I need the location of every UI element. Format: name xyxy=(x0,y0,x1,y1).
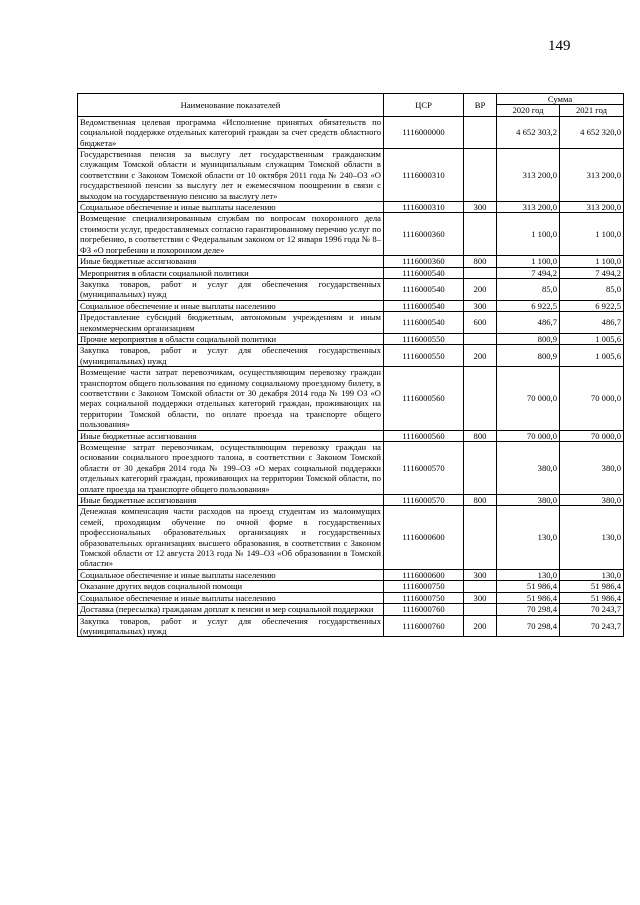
row-csr-cell: 1116000760 xyxy=(384,604,464,615)
table-row xyxy=(78,213,624,256)
row-vr-cell xyxy=(464,149,497,202)
row-sum-2021-cell: 1 100,0 xyxy=(560,256,624,267)
row-vr-cell: 200 xyxy=(464,615,497,637)
table-row xyxy=(78,604,624,615)
row-sum-2021-cell: 70 000,0 xyxy=(560,430,624,441)
row-name-cell: Иные бюджетные ассигнования xyxy=(78,256,384,267)
row-name-cell: Государственная пенсия за выслугу лет государственным гражданским служащим Томской области и муниципальным служащим Томской области в соответствии с Законом Томской области от 10 октября 2011 года № 240–ОЗ «О государственной пенсии за выслугу лет и ежемесячном поощрении в связи с выходом на государственную пенсию за выслугу лет» xyxy=(78,149,384,202)
row-csr-cell: 1116000000 xyxy=(384,116,464,148)
row-name-cell: Возмещение части затрат перевозчикам, осуществляющим перевозку граждан транспортом общего пользования по единому социальному проездному билету, в соответствии с Законом Томской области от 30 декабря 2014 года № 199 ОЗ «О мерах социальной поддержки отдельных категорий граждан, проживающих на территории Томской области, по оплате проезда на транспорте общего пользования» xyxy=(78,367,384,430)
row-sum-2020-cell: 130,0 xyxy=(497,506,560,569)
row-sum-2020-cell: 313 200,0 xyxy=(497,149,560,202)
table-row xyxy=(78,592,624,603)
row-sum-2021-cell: 70 000,0 xyxy=(560,367,624,430)
table-row xyxy=(78,569,624,580)
row-vr-cell xyxy=(464,604,497,615)
table-row xyxy=(78,367,624,430)
row-csr-cell: 1116000560 xyxy=(384,430,464,441)
row-sum-2020-cell: 800,9 xyxy=(497,333,560,344)
row-name-cell: Закупка товаров, работ и услуг для обеспечения государственных (муниципальных) нужд xyxy=(78,615,384,637)
row-name-cell: Социальное обеспечение и иные выплаты населению xyxy=(78,569,384,580)
header-vr: ВР xyxy=(464,94,497,117)
row-vr-cell xyxy=(464,213,497,256)
row-sum-2021-cell: 380,0 xyxy=(560,442,624,495)
row-sum-2020-cell: 380,0 xyxy=(497,495,560,506)
row-name-cell: Возмещение затрат перевозчикам, осуществляющим перевозку граждан на основании социального проездного талона, в соответствии с Законом Томской области от 30 декабря 2014 года № 199–ОЗ «О мерах социальной поддержки отдельных категорий граждан, проживающих на территории Томской области, по оплате проезда на транспорте общего пользования» xyxy=(78,442,384,495)
row-name-cell: Закупка товаров, работ и услуг для обеспечения государственных (муниципальных) нужд xyxy=(78,345,384,367)
row-csr-cell: 1116000760 xyxy=(384,615,464,637)
row-csr-cell: 1116000540 xyxy=(384,267,464,278)
row-sum-2020-cell: 1 100,0 xyxy=(497,213,560,256)
row-name-cell: Иные бюджетные ассигнования xyxy=(78,430,384,441)
row-csr-cell: 1116000750 xyxy=(384,581,464,592)
table-row xyxy=(78,278,624,300)
table-row xyxy=(78,442,624,495)
table-row xyxy=(78,345,624,367)
row-sum-2021-cell: 130,0 xyxy=(560,506,624,569)
row-csr-cell: 1116000600 xyxy=(384,569,464,580)
table-row xyxy=(78,495,624,506)
row-sum-2021-cell: 70 243,7 xyxy=(560,604,624,615)
row-sum-2021-cell: 130,0 xyxy=(560,569,624,580)
table-row xyxy=(78,116,624,148)
row-csr-cell: 1116000600 xyxy=(384,506,464,569)
row-sum-2021-cell: 85,0 xyxy=(560,278,624,300)
row-sum-2020-cell: 130,0 xyxy=(497,569,560,580)
row-vr-cell xyxy=(464,581,497,592)
row-vr-cell: 800 xyxy=(464,256,497,267)
row-vr-cell: 600 xyxy=(464,312,497,334)
row-vr-cell: 300 xyxy=(464,202,497,213)
row-name-cell: Возмещение специализированным службам по вопросам похоронного дела стоимости услуг, предоставляемых согласно гарантированному перечню услуг по погребению, в соответствии с Федеральным законом от 12 января 1996 года № 8–ФЗ «О погребении и похоронном деле» xyxy=(78,213,384,256)
row-sum-2020-cell: 380,0 xyxy=(497,442,560,495)
row-name-cell: Социальное обеспечение и иные выплаты населению xyxy=(78,202,384,213)
row-sum-2021-cell: 51 986,4 xyxy=(560,581,624,592)
row-name-cell: Прочие мероприятия в области социальной политики xyxy=(78,333,384,344)
row-name-cell: Оказание других видов социальной помощи xyxy=(78,581,384,592)
header-year-2020: 2020 год xyxy=(497,105,560,116)
row-csr-cell: 1116000550 xyxy=(384,333,464,344)
budget-table xyxy=(77,93,624,637)
row-vr-cell: 300 xyxy=(464,300,497,311)
row-name-cell: Социальное обеспечение и иные выплаты населению xyxy=(78,592,384,603)
row-name-cell: Мероприятия в области социальной политики xyxy=(78,267,384,278)
row-sum-2020-cell: 70 000,0 xyxy=(497,367,560,430)
row-sum-2021-cell: 486,7 xyxy=(560,312,624,334)
header-csr: ЦСР xyxy=(384,94,464,117)
row-vr-cell: 800 xyxy=(464,495,497,506)
row-sum-2021-cell: 4 652 320,0 xyxy=(560,116,624,148)
row-sum-2020-cell: 313 200,0 xyxy=(497,202,560,213)
row-csr-cell: 1116000570 xyxy=(384,442,464,495)
row-csr-cell: 1116000310 xyxy=(384,149,464,202)
row-csr-cell: 1116000310 xyxy=(384,202,464,213)
row-vr-cell: 800 xyxy=(464,430,497,441)
table-row xyxy=(78,333,624,344)
row-vr-cell: 200 xyxy=(464,345,497,367)
header-name: Наименование показателей xyxy=(78,94,384,117)
row-csr-cell: 1116000550 xyxy=(384,345,464,367)
row-sum-2021-cell: 1 005,6 xyxy=(560,333,624,344)
row-vr-cell xyxy=(464,442,497,495)
table-row xyxy=(78,256,624,267)
row-vr-cell xyxy=(464,506,497,569)
row-vr-cell xyxy=(464,116,497,148)
row-sum-2020-cell: 85,0 xyxy=(497,278,560,300)
row-sum-2020-cell: 800,9 xyxy=(497,345,560,367)
table-row xyxy=(78,149,624,202)
row-name-cell: Закупка товаров, работ и услуг для обеспечения государственных (муниципальных) нужд xyxy=(78,278,384,300)
row-sum-2020-cell: 1 100,0 xyxy=(497,256,560,267)
row-sum-2021-cell: 313 200,0 xyxy=(560,202,624,213)
row-sum-2021-cell: 70 243,7 xyxy=(560,615,624,637)
row-sum-2021-cell: 1 100,0 xyxy=(560,213,624,256)
row-sum-2021-cell: 1 005,6 xyxy=(560,345,624,367)
row-vr-cell xyxy=(464,267,497,278)
row-name-cell: Денежная компенсация части расходов на проезд студентам из малоимущих семей, проходящим обучение по очной форме в государственных профессиональных образовательных организациях и государственных образовательных организациях высшего образования, в соответствии с Законом Томской области от 12 августа 2013 года № 149–ОЗ «Об образовании в Томской области» xyxy=(78,506,384,569)
table-body xyxy=(78,116,624,637)
row-sum-2020-cell: 51 986,4 xyxy=(497,592,560,603)
table-row xyxy=(78,581,624,592)
row-vr-cell xyxy=(464,367,497,430)
row-csr-cell: 1116000360 xyxy=(384,256,464,267)
row-csr-cell: 1116000560 xyxy=(384,367,464,430)
table-row xyxy=(78,312,624,334)
row-name-cell: Иные бюджетные ассигнования xyxy=(78,495,384,506)
table-row xyxy=(78,506,624,569)
row-sum-2020-cell: 51 986,4 xyxy=(497,581,560,592)
row-sum-2020-cell: 4 652 303,2 xyxy=(497,116,560,148)
row-vr-cell: 300 xyxy=(464,592,497,603)
row-sum-2021-cell: 7 494,2 xyxy=(560,267,624,278)
row-sum-2021-cell: 51 986,4 xyxy=(560,592,624,603)
row-sum-2020-cell: 486,7 xyxy=(497,312,560,334)
page-number: 149 xyxy=(548,38,571,54)
row-sum-2021-cell: 6 922,5 xyxy=(560,300,624,311)
row-csr-cell: 1116000540 xyxy=(384,300,464,311)
header-sum: Сумма xyxy=(497,94,624,105)
row-sum-2020-cell: 70 298,4 xyxy=(497,615,560,637)
row-sum-2020-cell: 6 922,5 xyxy=(497,300,560,311)
row-csr-cell: 1116000750 xyxy=(384,592,464,603)
table-row xyxy=(78,202,624,213)
table-row xyxy=(78,300,624,311)
row-csr-cell: 1116000360 xyxy=(384,213,464,256)
row-csr-cell: 1116000570 xyxy=(384,495,464,506)
row-vr-cell: 200 xyxy=(464,278,497,300)
row-name-cell: Ведомственная целевая программа «Исполнение принятых обязательств по социальной поддержке отдельных категорий граждан за счет средств областного бюджета» xyxy=(78,116,384,148)
row-name-cell: Доставка (пересылка) гражданам доплат к пенсии и мер социальной поддержки xyxy=(78,604,384,615)
table-row xyxy=(78,267,624,278)
row-csr-cell: 1116000540 xyxy=(384,278,464,300)
row-csr-cell: 1116000540 xyxy=(384,312,464,334)
header-year-2021: 2021 год xyxy=(560,105,624,116)
row-sum-2020-cell: 7 494,2 xyxy=(497,267,560,278)
table-row xyxy=(78,615,624,637)
row-vr-cell xyxy=(464,333,497,344)
row-vr-cell: 300 xyxy=(464,569,497,580)
row-sum-2021-cell: 380,0 xyxy=(560,495,624,506)
row-sum-2020-cell: 70 298,4 xyxy=(497,604,560,615)
row-name-cell: Социальное обеспечение и иные выплаты населению xyxy=(78,300,384,311)
row-sum-2020-cell: 70 000,0 xyxy=(497,430,560,441)
table-row xyxy=(78,430,624,441)
row-sum-2021-cell: 313 200,0 xyxy=(560,149,624,202)
row-name-cell: Предоставление субсидий бюджетным, автономным учреждениям и иным некоммерческим организациям xyxy=(78,312,384,334)
